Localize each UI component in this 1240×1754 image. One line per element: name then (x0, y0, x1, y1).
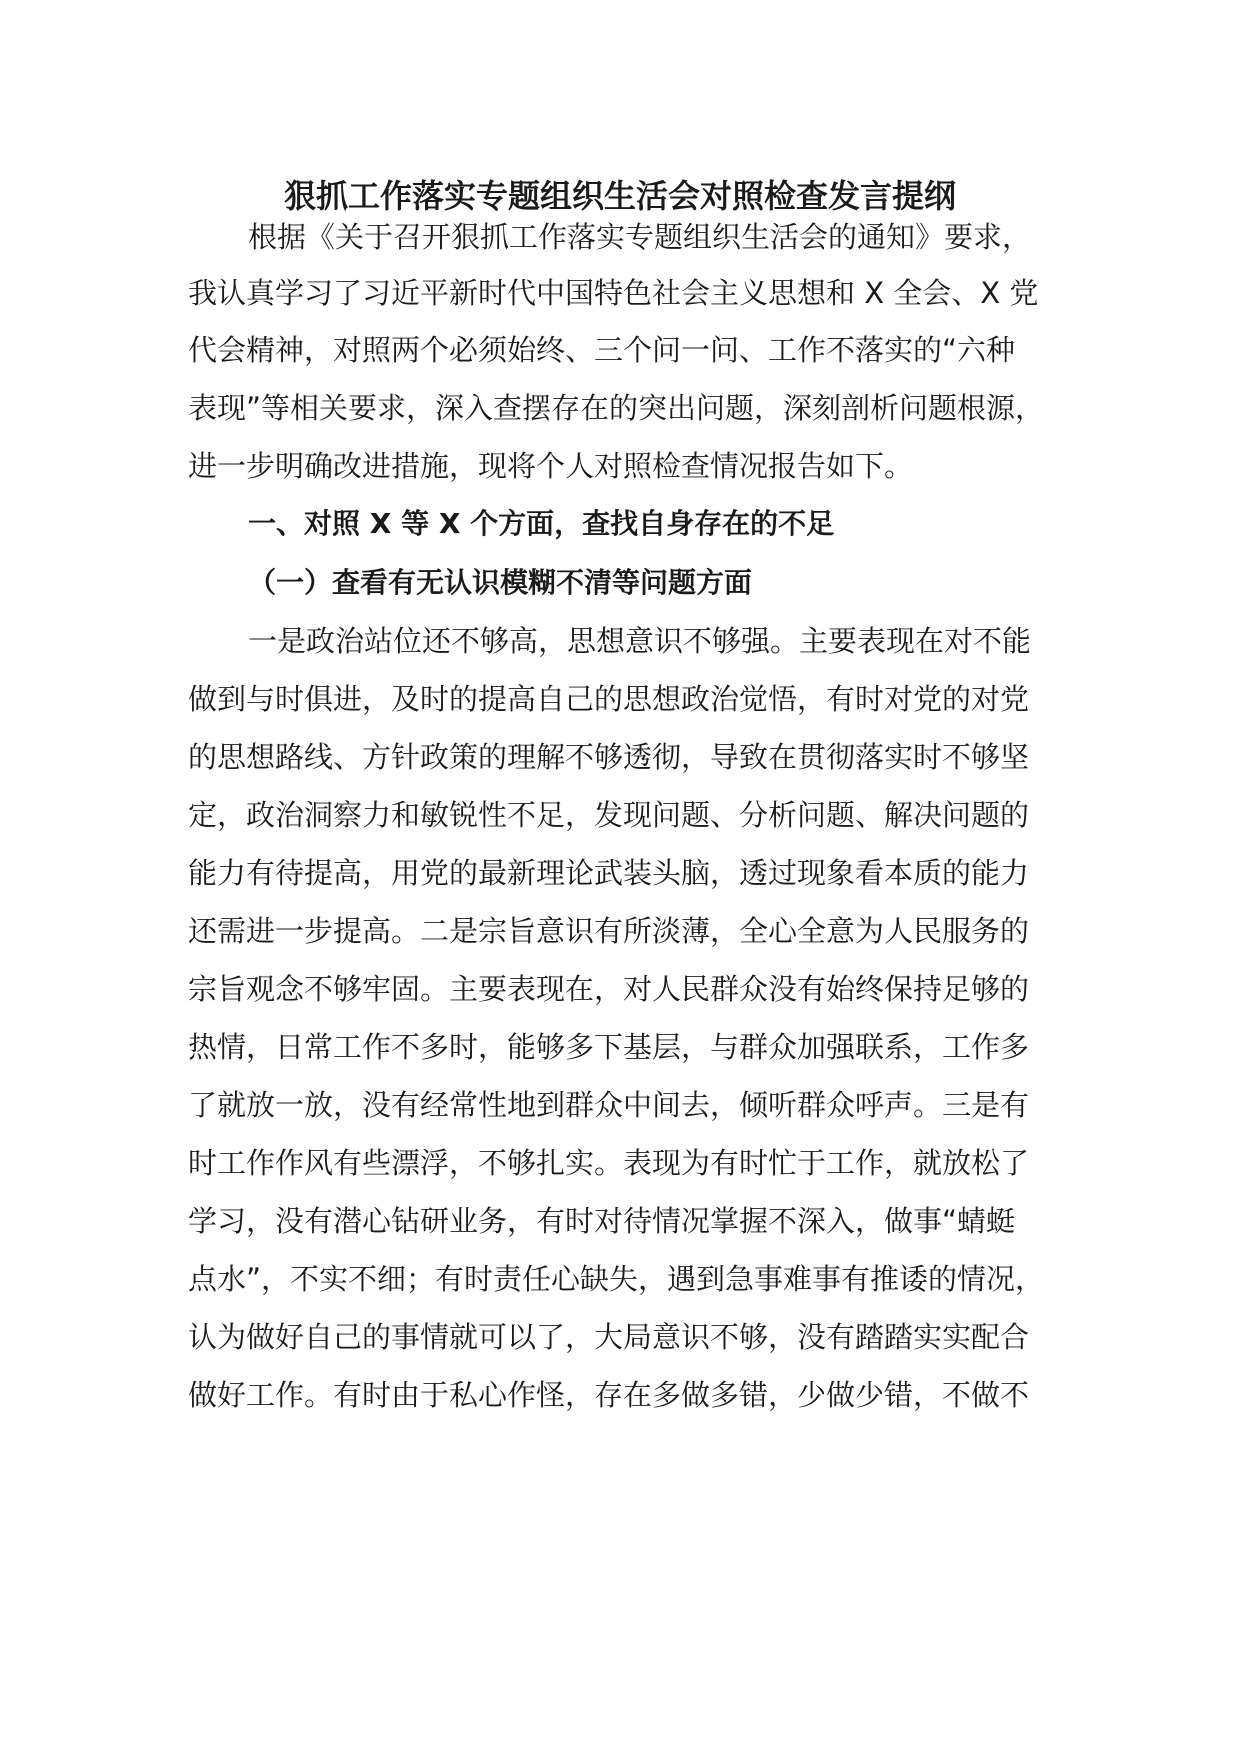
body-line: 认为做好自己的事情就可以了，大局意识不够，没有踏踏实实配合 (188, 1320, 1030, 1354)
intro-line: 表现”等相关要求，深入查摆存在的突出问题，深刻剖析问题根源， (188, 391, 1045, 425)
body-line: 做到与时俱进，及时的提高自己的思想政治觉悟，有时对党的对党 (188, 682, 1030, 716)
body-line: 学习，没有潜心钻研业务，有时对待情况掌握不深入，做事“蜻蜓 (188, 1204, 1016, 1238)
intro-line: 进一步明确改进措施，现将个人对照检查情况报告如下。 (188, 449, 914, 483)
body-line: 做好工作。有时由于私心作怪，存在多做多错，少做少错，不做不 (188, 1378, 1030, 1412)
body-line: 时工作作风有些漂浮，不够扎实。表现为有时忙于工作，就放松了 (188, 1146, 1030, 1180)
body-line: 一是政治站位还不够高，思想意识不够强。主要表现在对不能 (248, 624, 1032, 658)
intro-line: 我认真学习了习近平新时代中国特色社会主义思想和 X 全会、X 党 (188, 276, 1039, 310)
body-line: 点水”，不实不细；有时责任心缺失，遇到急事难事有推诿的情况， (188, 1262, 1045, 1296)
body-line: 能力有待提高，用党的最新理论武装头脑，透过现象看本质的能力 (188, 856, 1030, 890)
section-heading: 一、对照 X 等 X 个方面，查找自身存在的不足 (248, 507, 835, 540)
subsection-heading: （一）查看有无认识模糊不清等问题方面 (248, 566, 753, 599)
body-line: 的思想路线、方针政策的理解不够透彻，导致在贯彻落实时不够坚 (188, 740, 1030, 774)
body-line: 定，政治洞察力和敏锐性不足，发现问题、分析问题、解决问题的 (188, 798, 1030, 832)
body-line: 宗旨观念不够牢固。主要表现在，对人民群众没有始终保持足够的 (188, 972, 1030, 1006)
body-line: 了就放一放，没有经常性地到群众中间去，倾听群众呼声。三是有 (188, 1088, 1030, 1122)
body-line: 还需进一步提高。二是宗旨意识有所淡薄，全心全意为人民服务的 (188, 914, 1030, 948)
intro-line: 代会精神，对照两个必须始终、三个问一问、工作不落实的“六种 (188, 333, 1016, 367)
intro-line: 根据《关于召开狠抓工作落实专题组织生活会的通知》要求， (248, 220, 1032, 254)
document-title: 狠抓工作落实专题组织生活会对照检查发言提纲 (283, 177, 956, 215)
body-line: 热情，日常工作不多时，能够多下基层，与群众加强联系，工作多 (188, 1030, 1030, 1064)
